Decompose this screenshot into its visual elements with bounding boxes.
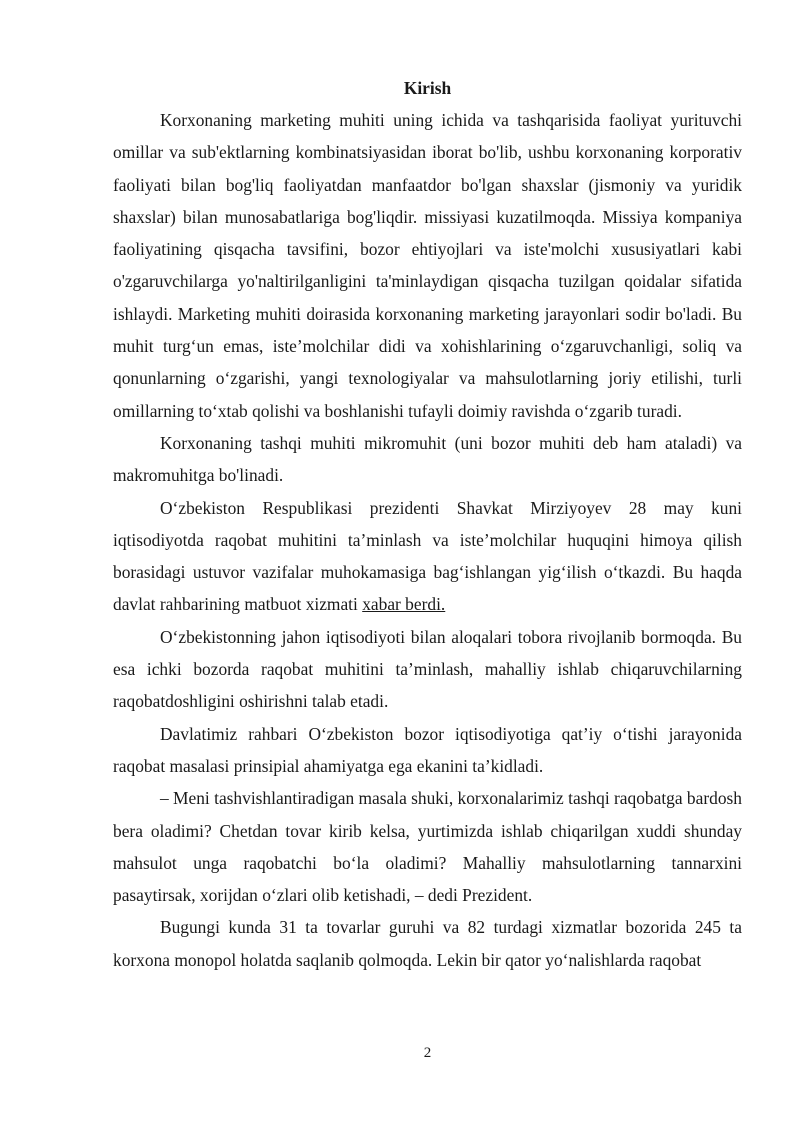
paragraph-2: Korxonaning tashqi muhiti mikromuhit (uni bozor muhiti deb ham ataladi) va makromuhitga bo'linadi. [113,432,742,486]
page-number: 2 [423,1045,432,1061]
paragraph-5: Davlatimiz rahbari O‘zbekiston bozor iqtisodiyotiga qat’iy o‘tishi jarayonida raqobat masalasi prinsipial ahamiyatga ega ekanini ta’kidladi. [113,723,742,776]
paragraph-6: – Meni tashvishlantiradigan masala shuki, korxonalarimiz tashqi raqobatga bardosh bera oladimi? Chetdan tovar kirib kelsa, yurtimizda ishlab chiqarilgan xuddi shunday mahsulot unga raqobatchi bo‘la oladimi? Mahalliy mahsulotlarning tannarxini pasaytirsak, xorijdan o‘zlari olib ketishadi, – dedi Prezident. [113,788,742,906]
paragraph-4: O‘zbekistonning jahon iqtisodiyoti bilan aloqalari tobora rivojlanib bormoqda. Bu esa ichki bozorda raqobat muhitini ta’minlash, mahalliy ishlab chiqaruvchilarning raqobatdoshligini oshirishni talab etadi. [113,626,742,712]
paragraph-7: Bugungi kunda 31 ta tovarlar guruhi va 82 turdagi xizmatlar bozorida 245 ta korxona monopol holatda saqlanib qolmoqda. Lekin bir qator yo‘nalishlarda raqobat [113,917,742,970]
paragraph-1: Korxonaning marketing muhiti uning ichida va tashqarisida faoliyat yurituvchi omillar va sub'ektlarning kombinatsiyasidan iborat bo'lib, ushbu korxonaning korporativ faoliyati bilan bog'liq faoliyatdan manfaatdor bo'lgan shaxslar (jismoniy va yuridik shaxslar) bilan munosabatlariga bog'liqdir. missiyasi kuzatilmoqda. Missiya kompaniya faoliyatining qisqacha tavsifini, bozor ehtiyojlari va iste'molchi xususiyatlari kabi o'zgaruvchilarga yo'naltirilganligini ta'minlaydigan qisqacha tuzilgan qoidalar sifatida ishlaydi. Marketing muhiti doirasida korxonaning marketing jarayonlari sodir bo'ladi. Bu muhit turg‘un emas, iste’molchilar didi va xohishlarining o‘zgaruvchanligi, soliq va qonunlarning o‘zgarishi, yangi texnologiyalar va mahsulotlarning joriy etilishi, turli omillarning to‘xtab qolishi va boshlanishi tufayli doimiy ravishda o‘zgarib turadi. [113,110,742,421]
document-body [113,104,742,976]
paragraph-3 [113,492,742,621]
paragraph-3-text: O‘zbekiston Respublikasi prezidenti Shavkat Mirziyoyev 28 may kuni iqtisodiyotda raqobat muhitini ta’minlash va iste’molchilar huquqini himoya qilish borasidagi ustuvor vazifalar muhokamasiga bag‘ishlangan yig‘ilish o‘tkazdi. Bu haqda davlat rahbarining matbuot xizmati [113,497,742,615]
page-title: Kirish [403,78,452,98]
source-link[interactable]: xabar berdi. [362,594,446,615]
